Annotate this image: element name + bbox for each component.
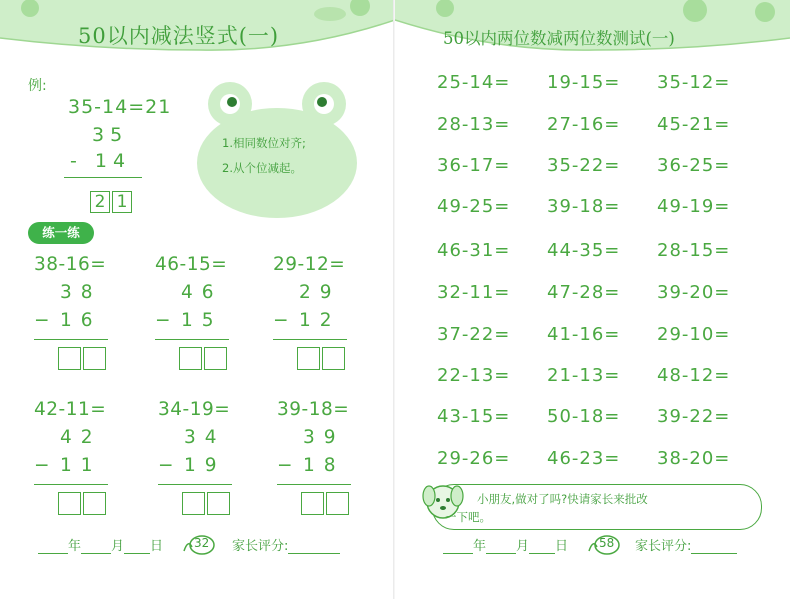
- page-number: 32: [194, 536, 210, 550]
- problem: 25-14=: [437, 72, 511, 93]
- problem-equation: 38-16=: [34, 254, 107, 275]
- problem: 28-15=: [657, 240, 731, 261]
- problem: 47-28=: [547, 282, 621, 303]
- example-label: 例:: [28, 78, 47, 94]
- minus-sign: -: [70, 150, 83, 172]
- minus-sign: −: [34, 455, 50, 476]
- problem-row: [437, 282, 767, 303]
- problem: 41-16=: [547, 324, 621, 345]
- problem: 48-12=: [657, 365, 731, 386]
- problem-equation: 34-19=: [158, 399, 231, 420]
- parent-score-label: 家长评分:: [232, 539, 289, 554]
- example-rule: [64, 177, 142, 178]
- left-header: [0, 0, 395, 60]
- example-bottom-number: 14: [94, 150, 132, 172]
- problem-rule: [34, 484, 108, 485]
- problem-rule: [158, 484, 232, 485]
- page-number: 58: [599, 536, 615, 550]
- problem: 35-22=: [547, 155, 621, 176]
- problem-row: [437, 448, 767, 469]
- day-label: 日: [150, 539, 164, 554]
- problem-row: [437, 406, 767, 427]
- answer-box[interactable]: [58, 347, 81, 370]
- practice-badge: 练一练: [28, 222, 94, 244]
- vertical-problem: [273, 254, 373, 374]
- problem: 36-25=: [657, 155, 731, 176]
- answer-boxes: [179, 347, 227, 370]
- problem: 39-18=: [547, 196, 621, 217]
- problem: 50-18=: [547, 406, 621, 427]
- problem: 36-17=: [437, 155, 511, 176]
- answer-boxes: [182, 492, 230, 515]
- problem: 45-21=: [657, 114, 731, 135]
- problem: 27-16=: [547, 114, 621, 135]
- problem: 19-15=: [547, 72, 621, 93]
- problem-equation: 39-18=: [277, 399, 350, 420]
- problem: 39-20=: [657, 282, 731, 303]
- page-number-badge: [585, 533, 623, 559]
- answer-box[interactable]: [326, 492, 349, 515]
- problem-row: [437, 196, 767, 217]
- problem-bottom-number: 15: [181, 310, 223, 331]
- vertical-problem: [34, 254, 134, 374]
- problem-top-number: 46: [181, 282, 223, 303]
- vertical-problem: [158, 399, 258, 519]
- answer-box[interactable]: [83, 347, 106, 370]
- problem-bottom-number: 12: [299, 310, 341, 331]
- parent-score-blank[interactable]: [691, 553, 737, 554]
- problem-top-number: 38: [60, 282, 102, 303]
- answer-boxes: [58, 347, 106, 370]
- problem: 43-15=: [437, 406, 511, 427]
- minus-sign: −: [273, 310, 289, 331]
- date-line: [443, 535, 568, 554]
- minus-sign: −: [277, 455, 293, 476]
- problem-equation: 42-11=: [34, 399, 107, 420]
- problem: 32-11=: [437, 282, 511, 303]
- month-label: 月: [516, 539, 530, 554]
- problem: 21-13=: [547, 365, 621, 386]
- problem-row: [437, 240, 767, 261]
- problem: 38-20=: [657, 448, 731, 469]
- problem: 46-23=: [547, 448, 621, 469]
- problem-equation: 46-15=: [155, 254, 228, 275]
- problem: 29-26=: [437, 448, 511, 469]
- problem: 37-22=: [437, 324, 511, 345]
- problem-row: [437, 114, 767, 135]
- answer-boxes: [297, 347, 345, 370]
- problem: 29-10=: [657, 324, 731, 345]
- problem-row: [437, 365, 767, 386]
- parent-score: [232, 535, 340, 554]
- problem: 35-12=: [657, 72, 731, 93]
- example-top-number: 35: [92, 124, 129, 146]
- answer-digit: 2: [90, 191, 110, 213]
- day-label: 日: [555, 539, 569, 554]
- problem: 28-13=: [437, 114, 511, 135]
- problem-bottom-number: 16: [60, 310, 102, 331]
- page-title: 50以内减法竖式(一): [78, 24, 280, 48]
- bubble-text-line-2: 一下吧。: [445, 510, 491, 524]
- date-line: [38, 535, 163, 554]
- problem-row: [437, 324, 767, 345]
- problem: 44-35=: [547, 240, 621, 261]
- problem-rule: [155, 339, 229, 340]
- minus-sign: −: [155, 310, 171, 331]
- page-title: 50以内两位数减两位数测试(一): [443, 29, 675, 48]
- example-equation: 35-14=21: [68, 96, 172, 118]
- vertical-problem: [277, 399, 377, 519]
- answer-boxes: [301, 492, 349, 515]
- problem-top-number: 39: [303, 427, 345, 448]
- minus-sign: −: [158, 455, 174, 476]
- problem-top-number: 29: [299, 282, 341, 303]
- problem-bottom-number: 19: [184, 455, 226, 476]
- answer-box[interactable]: [204, 347, 227, 370]
- page-number-badge: [180, 533, 218, 559]
- bubble-text-line-1: 小朋友,做对了吗?快请家长来批改: [477, 492, 648, 506]
- parent-score-blank[interactable]: [288, 553, 340, 554]
- answer-box[interactable]: [179, 347, 202, 370]
- problem-equation: 29-12=: [273, 254, 346, 275]
- problem: 39-22=: [657, 406, 731, 427]
- year-label: 年: [68, 539, 82, 554]
- problem-top-number: 34: [184, 427, 226, 448]
- problem-rule: [273, 339, 347, 340]
- problem: 46-31=: [437, 240, 511, 261]
- parent-score-label: 家长评分:: [635, 539, 692, 554]
- problem-row: [437, 72, 767, 93]
- answer-box[interactable]: [83, 492, 106, 515]
- answer-box[interactable]: [301, 492, 324, 515]
- answer-boxes: [58, 492, 106, 515]
- right-header: [395, 0, 790, 60]
- problem: 49-25=: [437, 196, 511, 217]
- tip-2: 2.从个位减起。: [222, 161, 302, 175]
- problem: 22-13=: [437, 365, 511, 386]
- answer-box[interactable]: [322, 347, 345, 370]
- tip-1: 1.相同数位对齐;: [222, 136, 306, 150]
- vertical-problem: [34, 399, 134, 519]
- parent-score: [635, 535, 737, 554]
- year-label: 年: [473, 539, 487, 554]
- problem-bottom-number: 11: [60, 455, 102, 476]
- example-answer: [90, 191, 132, 213]
- answer-digit: 1: [112, 191, 132, 213]
- problem-rule: [277, 484, 351, 485]
- vertical-problem: [155, 254, 255, 374]
- answer-box[interactable]: [297, 347, 320, 370]
- answer-box[interactable]: [58, 492, 81, 515]
- example-bottom-row: [70, 150, 131, 172]
- answer-box[interactable]: [182, 492, 205, 515]
- minus-sign: −: [34, 310, 50, 331]
- problem-bottom-number: 18: [303, 455, 345, 476]
- month-label: 月: [111, 539, 125, 554]
- problem-top-number: 42: [60, 427, 102, 448]
- problem-rule: [34, 339, 108, 340]
- answer-box[interactable]: [207, 492, 230, 515]
- problem: 49-19=: [657, 196, 731, 217]
- problem-row: [437, 155, 767, 176]
